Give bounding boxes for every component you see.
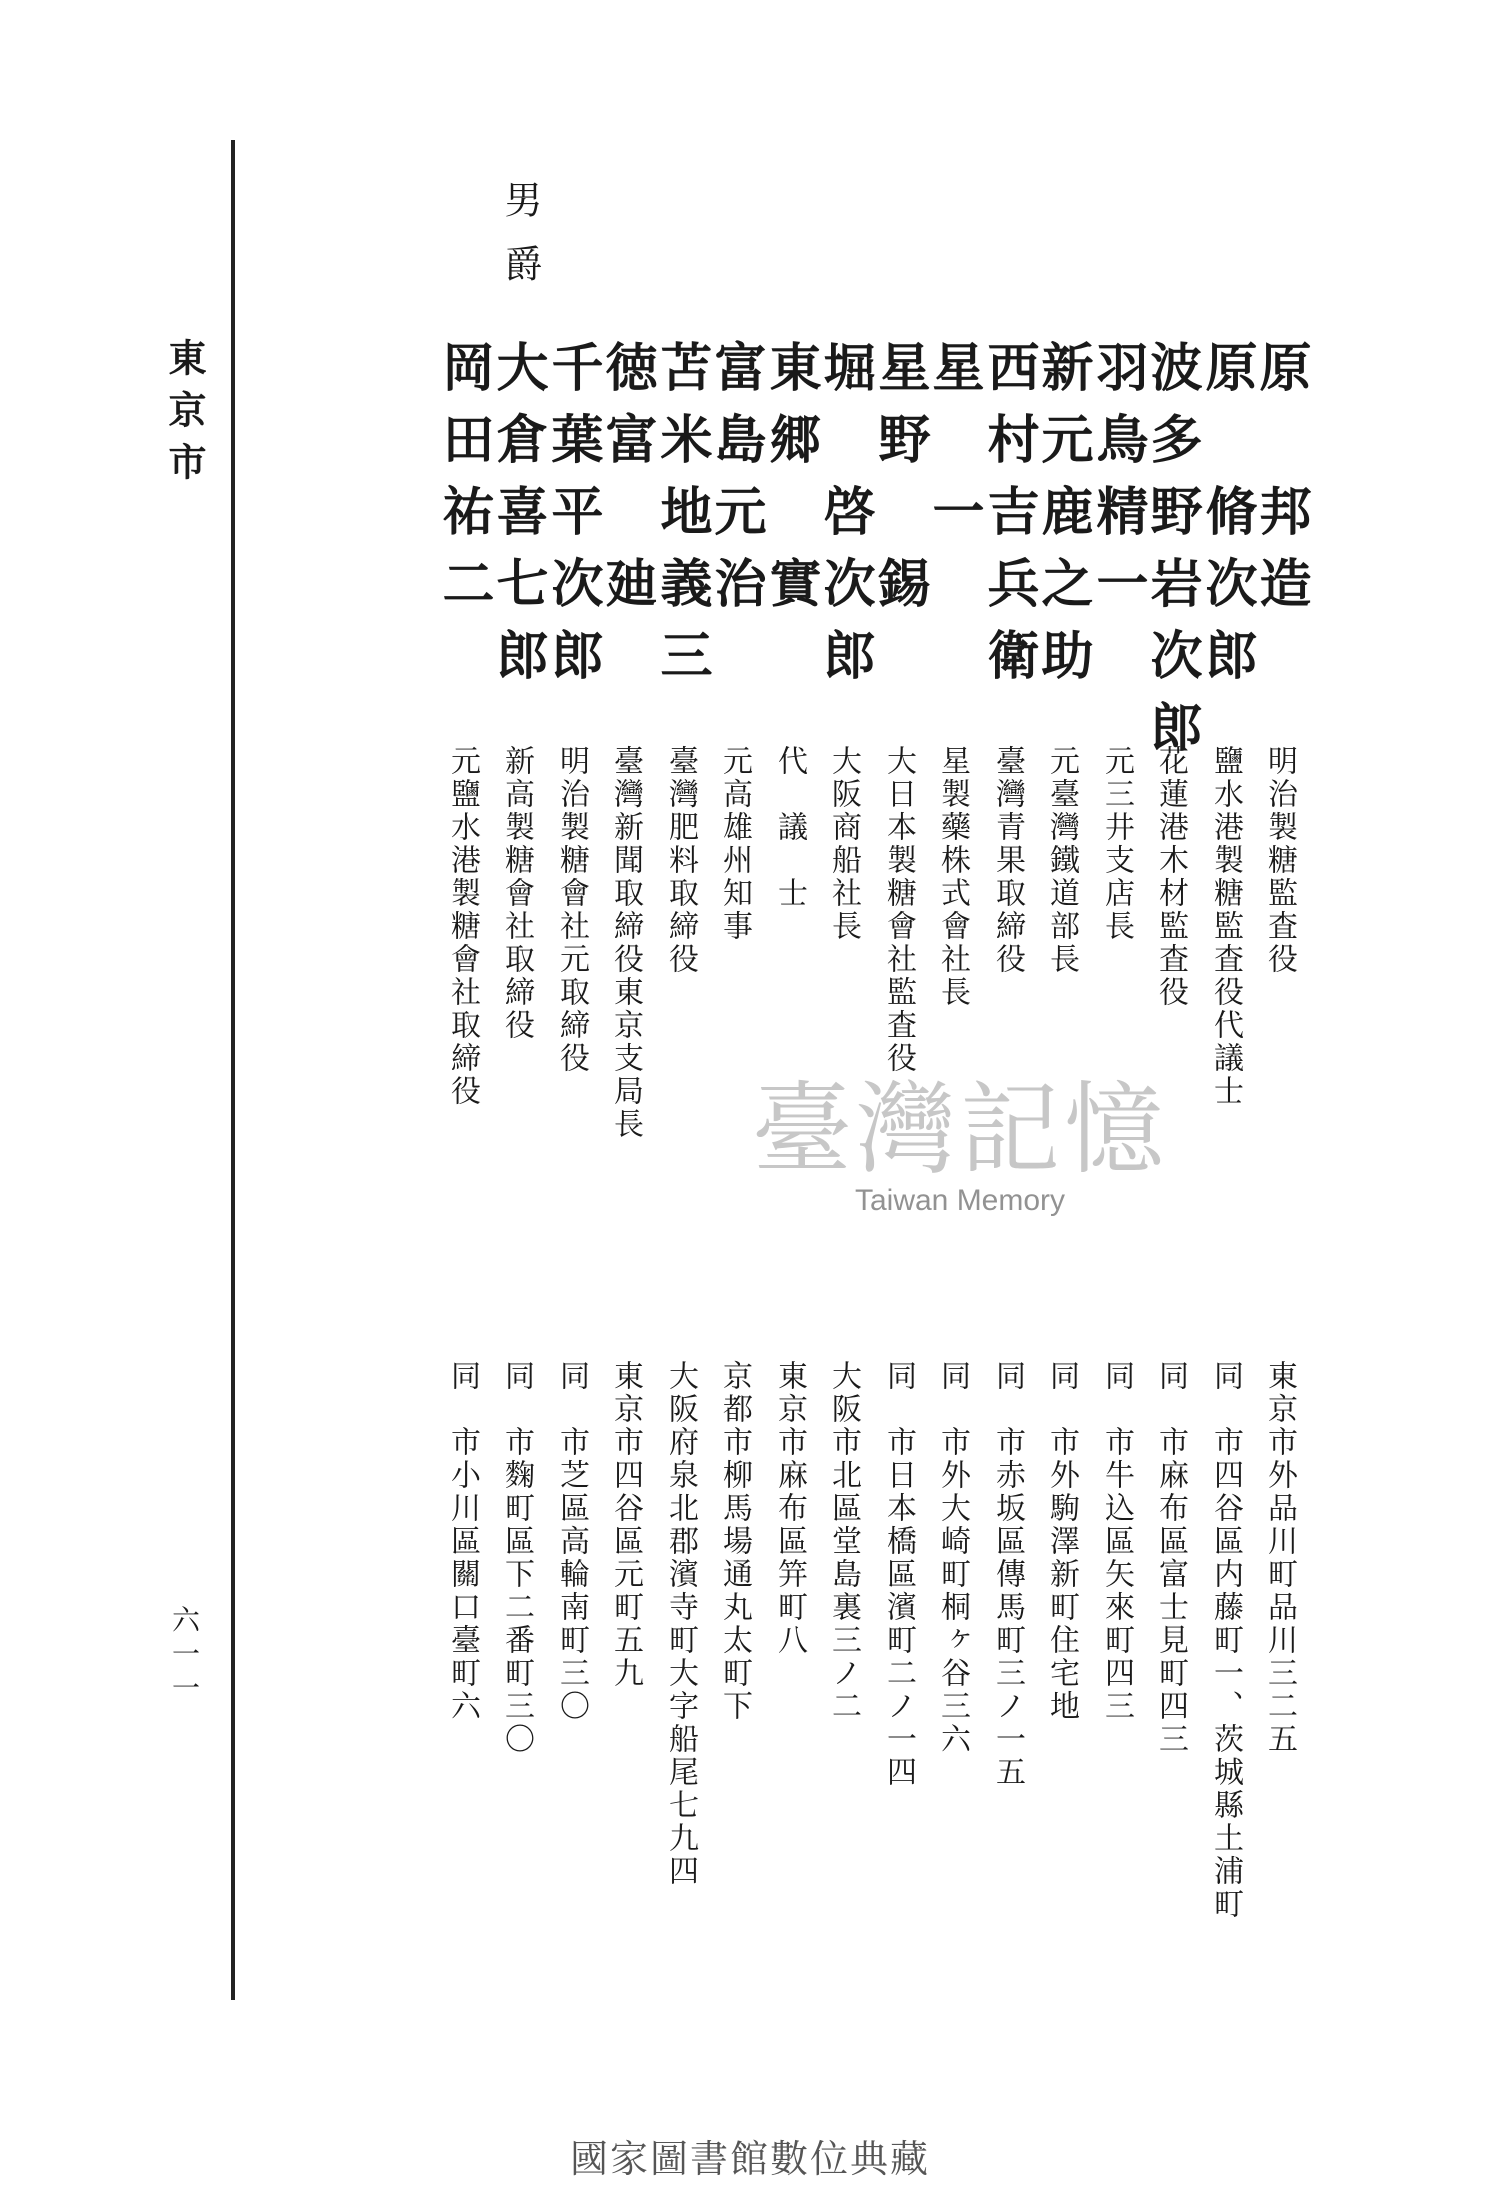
watermark-english: Taiwan Memory [854,1184,1066,1217]
job-position: 元鹽水港製糖會社取締役 [445,745,480,1108]
address: 京都市柳馬場通丸太町下 [717,1360,752,1723]
person-name: 苫米地義三 [651,340,712,700]
address: 大阪府泉北郡濱寺町大字船尾七九四 [663,1360,698,1888]
address: 同 市四谷區内藤町一、茨城縣土浦町 [1208,1360,1243,1921]
person-name: 西村吉兵衛 [978,340,1039,700]
address: 同 市赤坂區傳馬町三ノ一五 [990,1360,1025,1789]
job-position: 元臺灣鐵道部長 [1044,745,1079,976]
person-name: 羽鳥精一 [1087,340,1148,628]
job-position: 臺灣肥料取締役 [663,745,698,976]
running-title: 東京市 [162,338,207,494]
job-position: 鹽水港製糖監査役代議士 [1208,745,1243,1108]
watermark-logo-text: 臺灣記憶 [752,1071,1168,1188]
job-position: 新高製糖會社取締役 [499,745,534,1042]
person-name: 原 邦造 [1250,340,1311,628]
person-name: 大倉喜七郎 [487,340,548,700]
address: 同 市芝區高輪南町三〇 [554,1360,589,1723]
job-position: 臺灣青果取締役 [990,745,1025,976]
address: 東京市麻布區笄町八 [772,1360,807,1657]
job-position: 臺灣新聞取締役東京支局長 [608,745,643,1141]
address: 同 市麴町區下二番町三〇 [499,1360,534,1756]
page-number: 六一一 [168,1605,201,1707]
person-name: 徳富 廸 [596,340,657,628]
address: 同 市日本橋區濱町二ノ一四 [881,1360,916,1789]
address: 同 市外駒澤新町住宅地 [1044,1360,1079,1723]
address: 同 市小川區關口臺町六 [445,1360,480,1723]
job-position: 星製藥株式會社長 [935,745,970,1009]
job-position: 代 議 士 [772,745,807,910]
job-position: 明治製糖監査役 [1262,745,1297,976]
person-name: 岡田祐二 [433,340,494,628]
person-name: 波多野岩次郎 [1141,340,1202,772]
person-name: 星野 錫 [869,340,930,628]
address: 大阪市北區堂島裏三ノ二 [826,1360,861,1723]
watermark [700,1071,1220,1218]
job-position: 明治製糖會社元取締役 [554,745,589,1075]
person-name: 堀 啓次郎 [814,340,875,700]
address: 同 市麻布區富士見町四三 [1153,1360,1188,1756]
job-position: 大阪商船社長 [826,745,861,943]
entry-title: 男爵 [498,180,542,308]
vertical-rule [231,140,235,2000]
person-name: 原 脩次郎 [1196,340,1257,700]
address: 東京市四谷區元町五九 [608,1360,643,1690]
address: 東京市外品川町品川三二五 [1262,1360,1297,1756]
job-position: 大日本製糖會社監査役 [881,745,916,1075]
person-name: 新元鹿之助 [1032,340,1093,700]
footer-text: 國家圖書館數位典藏 [569,2137,930,2181]
address: 同 市外大崎町桐ヶ谷三六 [935,1360,970,1756]
job-position: 花蓮港木材監査役 [1153,745,1188,1009]
address: 同 市牛込區矢來町四三 [1099,1360,1134,1723]
person-name: 千葉平次郎 [542,340,603,700]
person-name: 星 一 [923,340,984,556]
person-name: 東郷 實 [760,340,821,628]
job-position: 元高雄州知事 [717,745,752,943]
person-name: 富島元治 [705,340,766,628]
job-position: 元三井支店長 [1099,745,1134,943]
